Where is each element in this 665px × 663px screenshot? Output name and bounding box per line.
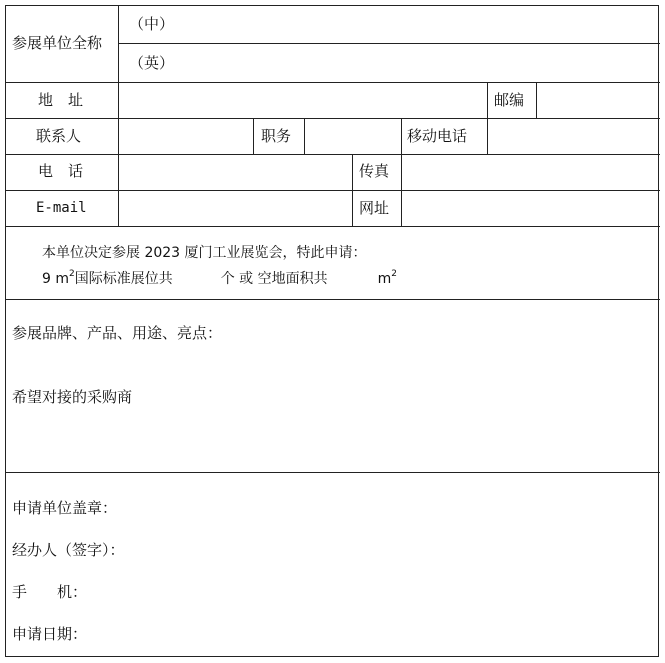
application-date-label: 申请日期： [12, 625, 88, 643]
column-divider [352, 154, 353, 226]
booth-count-line [42, 269, 398, 287]
signature-section [6, 473, 660, 658]
org-name-cn-hint: （中） [129, 15, 175, 33]
area-unit-text: m [377, 271, 392, 287]
address-field[interactable] [119, 83, 487, 118]
space-area-text: 个 或 空地面积共 [220, 271, 328, 287]
handler-mobile-label: 手 机： [12, 583, 88, 601]
phone-field[interactable] [119, 155, 352, 190]
handler-signature-label: 经办人（签字）： [12, 541, 125, 559]
booth-standard-text: 国际标准展位共 [74, 271, 173, 287]
org-name-label: 参展单位全称 [12, 34, 103, 52]
seal-label: 申请单位盖章： [12, 499, 118, 517]
mobile-field[interactable] [488, 119, 660, 154]
application-statement: 本单位决定参展 2023 厦门工业展览会，特此申请： [42, 245, 367, 261]
address-label: 地 址 [38, 91, 84, 109]
website-field[interactable] [402, 191, 660, 226]
org-name-en-hint: （英） [129, 54, 175, 72]
fax-field[interactable] [402, 155, 660, 190]
exhibition-application-form [5, 5, 659, 657]
contact-field[interactable] [119, 119, 253, 154]
postcode-label: 邮编 [494, 91, 525, 109]
booth-size-sup: 2 [69, 269, 75, 279]
email-label: E-mail [36, 200, 87, 216]
email-field[interactable] [119, 191, 352, 226]
column-divider [487, 82, 488, 118]
website-label: 网址 [359, 199, 390, 217]
org-name-en-field[interactable] [119, 44, 660, 82]
column-divider [253, 118, 254, 154]
target-buyer-label: 希望对接的采购商 [12, 388, 133, 406]
brand-products-label: 参展品牌、产品、用途、亮点： [12, 324, 223, 342]
brand-products-field[interactable] [6, 300, 660, 472]
fax-label: 传真 [359, 162, 390, 180]
position-field[interactable] [305, 119, 401, 154]
position-label: 职务 [261, 127, 292, 145]
booth-size-text: 9 m [42, 271, 69, 287]
mobile-label: 移动电话 [407, 127, 468, 145]
contact-label: 联系人 [36, 127, 82, 145]
postcode-field[interactable] [537, 83, 660, 118]
row-divider [6, 226, 660, 227]
area-unit-sup: 2 [391, 269, 398, 279]
org-name-cn-field[interactable] [119, 6, 660, 43]
phone-label: 电 话 [38, 162, 84, 180]
